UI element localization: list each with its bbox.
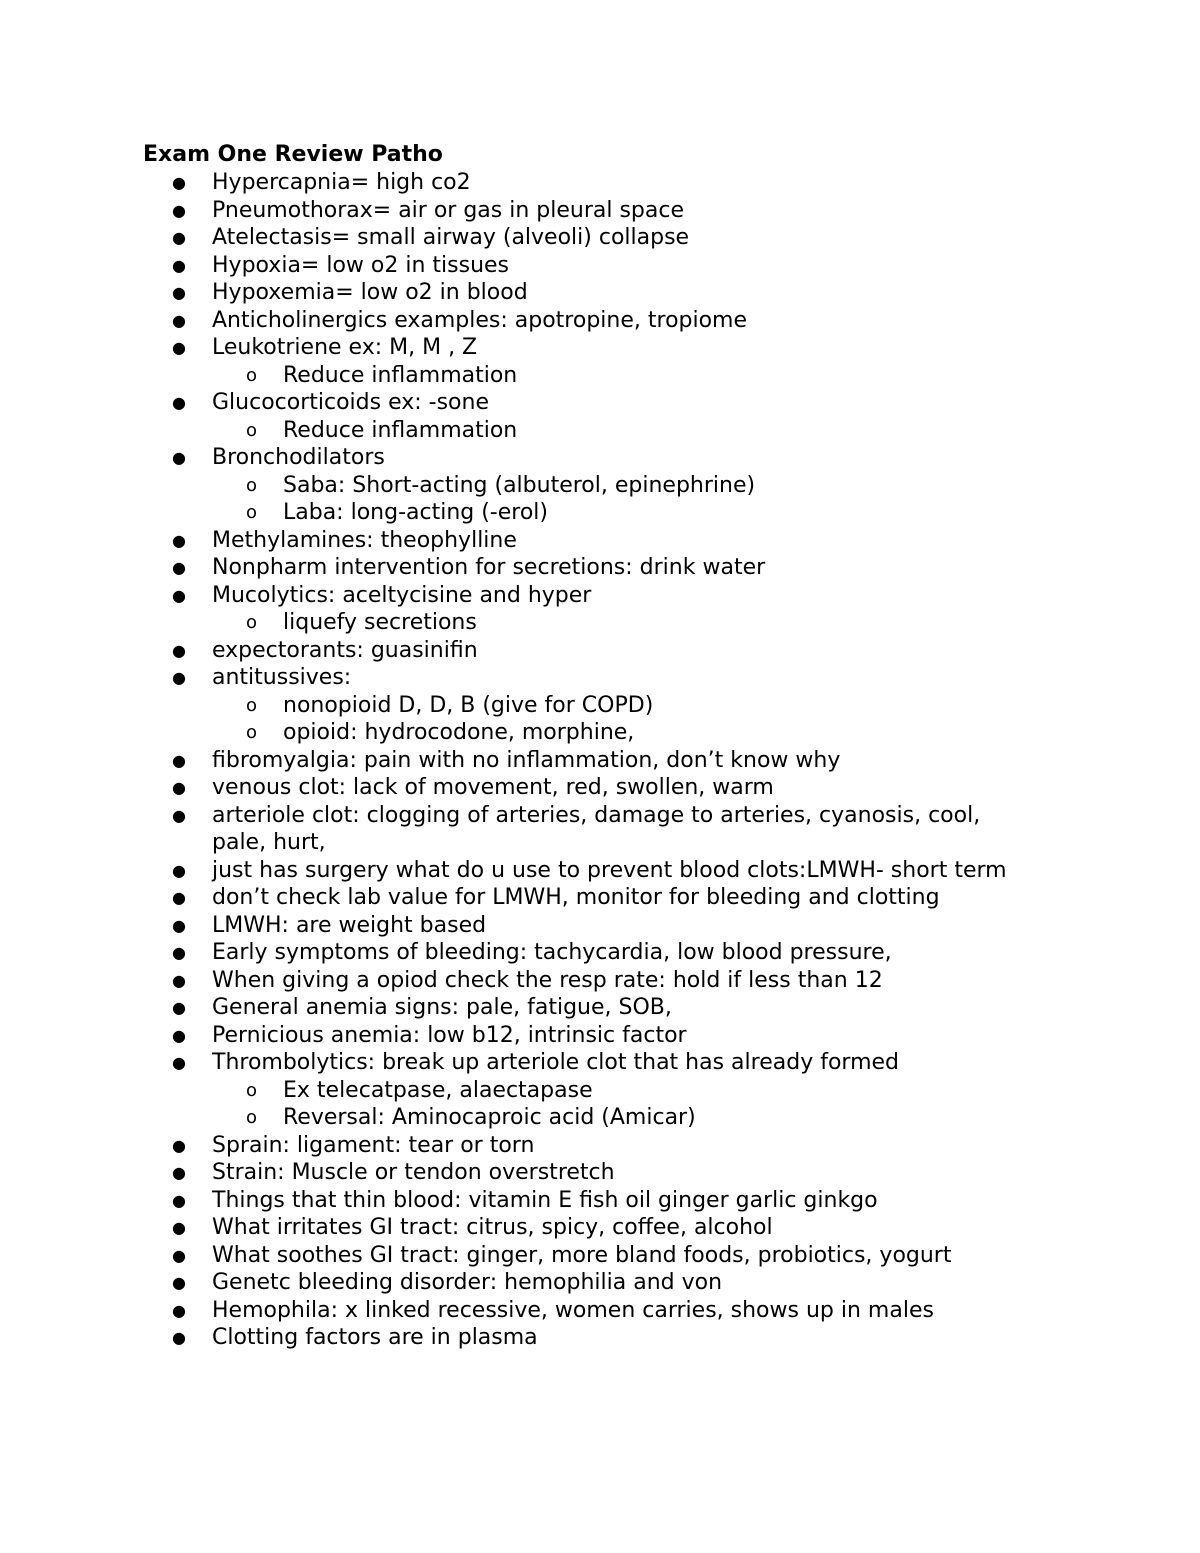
bullet-icon: ● — [172, 998, 186, 1017]
list-item-text: Hemophila: x linked recessive, women carries, shows up in males — [212, 1297, 934, 1323]
list-item — [0, 1132, 1200, 1160]
list-item — [0, 1187, 1200, 1215]
list-item-text: Glucocorticoids ex: -sone — [212, 390, 489, 415]
sub-list-item — [0, 1104, 1200, 1132]
sub-bullet-icon: o — [246, 1079, 258, 1101]
list-item-text: Genetc bleeding disorder: hemophilia and von — [212, 1270, 723, 1295]
bullet-icon: ● — [172, 805, 186, 825]
list-item-text: LMWH: are weight based — [212, 912, 487, 938]
list-item — [0, 802, 1200, 857]
sub-list-item — [0, 1077, 1200, 1105]
list-item-text: When giving a opiod check the resp rate: hold if less than 12 — [212, 967, 883, 993]
list-item-text: General anemia signs: pale, fatigue, SOB, — [212, 995, 672, 1020]
bullet-icon: ● — [172, 585, 186, 605]
bullet-icon: ● — [172, 970, 186, 990]
list-item-text: just has surgery what do u use to prevent blood clots:LMWH- short term — [212, 857, 1007, 883]
sub-list-item — [0, 362, 1200, 390]
list-item — [0, 1297, 1200, 1325]
bullet-icon: ● — [172, 1300, 186, 1320]
sub-list-item — [0, 692, 1200, 720]
list-item-text: venous clot: lack of movement, red, swollen, warm — [212, 775, 774, 800]
list-item-text: Hypoxemia= low o2 in blood — [212, 280, 528, 305]
list-item — [0, 307, 1200, 335]
bullet-icon: ● — [172, 393, 186, 412]
list-item — [0, 884, 1200, 912]
list-item — [0, 939, 1200, 967]
list-item — [0, 1269, 1200, 1297]
sub-bullet-icon: o — [246, 419, 258, 441]
sub-list-item — [0, 499, 1200, 527]
list-item-text: Early symptoms of bleeding: tachycardia, low blood pressure, — [212, 940, 892, 965]
bullet-icon: ● — [172, 668, 186, 687]
bullet-icon: ● — [172, 860, 186, 880]
bullet-icon: ● — [172, 1218, 186, 1237]
list-item-text: Bronchodilators — [212, 445, 385, 470]
list-item — [0, 169, 1200, 197]
list-item — [0, 334, 1200, 362]
list-item-text: nonopioid D, D, B (give for COPD) — [283, 692, 654, 718]
list-item-text: Clotting factors are in plasma — [212, 1325, 538, 1350]
list-item — [0, 224, 1200, 252]
bullet-icon: ● — [172, 310, 186, 330]
notes-list — [0, 169, 1200, 1352]
list-item-text: Hypoxia= low o2 in tissues — [212, 252, 510, 278]
sub-bullet-icon: o — [246, 694, 258, 716]
bullet-icon: ● — [172, 640, 186, 660]
list-item-text: Pernicious anemia: low b12, intrinsic factor — [212, 1022, 687, 1048]
list-item-text: Methylamines: theophylline — [212, 527, 517, 553]
list-item — [0, 857, 1200, 885]
sub-list-item — [0, 609, 1200, 637]
bullet-icon: ● — [172, 200, 186, 220]
list-item-text: Atelectasis= small airway (alveoli) collapse — [212, 225, 690, 250]
list-item — [0, 252, 1200, 280]
list-item-text: expectorants: guasinifin — [212, 637, 478, 663]
bullet-icon: ● — [172, 915, 186, 935]
list-item — [0, 774, 1200, 802]
bullet-icon: ● — [172, 1245, 186, 1265]
list-item-text: Reversal: Aminocaproic acid (Amicar) — [283, 1105, 696, 1130]
list-item-text: don’t check lab value for LMWH, monitor for bleeding and clotting — [212, 885, 940, 910]
list-item — [0, 1159, 1200, 1187]
list-item-text: Thrombolytics: break up arteriole clot that has already formed — [212, 1050, 899, 1075]
list-item-text: Nonpharm intervention for secretions: drink water — [212, 555, 766, 580]
bullet-icon: ● — [172, 1328, 186, 1347]
list-item-text: Hypercapnia= high co2 — [212, 170, 471, 195]
bullet-icon: ● — [172, 1163, 186, 1182]
bullet-icon: ● — [172, 1273, 186, 1292]
sub-bullet-icon: o — [246, 474, 258, 496]
bullet-icon: ● — [172, 1190, 186, 1210]
bullet-icon: ● — [172, 530, 186, 550]
list-item-text: What irritates GI tract: citrus, spicy, coffee, alcohol — [212, 1215, 773, 1240]
list-item-text: Leukotriene ex: M, M , Z — [212, 335, 478, 360]
list-item-text: What soothes GI tract: ginger, more bland foods, probiotics, yogurt — [212, 1242, 952, 1268]
list-item-text: Pneumothorax= air or gas in pleural space — [212, 197, 685, 223]
list-item — [0, 582, 1200, 610]
list-item-text: Sprain: ligament: tear or torn — [212, 1132, 535, 1158]
bullet-icon: ● — [172, 1053, 186, 1072]
list-item-text: Laba: long-acting (-erol) — [283, 500, 548, 525]
list-item — [0, 912, 1200, 940]
sub-list-item — [0, 719, 1200, 747]
list-item-text: opioid: hydrocodone, morphine, — [283, 720, 635, 745]
list-item — [0, 637, 1200, 665]
bullet-icon: ● — [172, 943, 186, 962]
bullet-icon: ● — [172, 1025, 186, 1045]
bullet-icon: ● — [172, 1135, 186, 1155]
list-item — [0, 389, 1200, 417]
list-item-text: Reduce inflammation — [283, 362, 518, 388]
list-item-text: liquefy secretions — [283, 610, 477, 635]
sub-bullet-icon: o — [246, 612, 258, 633]
list-item — [0, 1022, 1200, 1050]
bullet-icon: ● — [172, 888, 186, 907]
list-item — [0, 1049, 1200, 1077]
document-title: Exam One Review Patho — [143, 142, 443, 167]
list-item — [0, 197, 1200, 225]
list-item-text: fibromyalgia: pain with no inflammation, don’t know why — [212, 747, 841, 773]
list-item — [0, 664, 1200, 692]
bullet-icon: ● — [172, 558, 186, 577]
list-item — [0, 994, 1200, 1022]
sub-bullet-icon: o — [246, 1107, 258, 1128]
list-item-text: Anticholinergics examples: apotropine, tropiome — [212, 307, 748, 333]
sub-list-item — [0, 472, 1200, 500]
list-item-text: Saba: Short-acting (albuterol, epinephrine) — [283, 472, 756, 498]
list-item — [0, 554, 1200, 582]
list-item-text: Things that thin blood: vitamin E fish oil ginger garlic ginkgo — [212, 1187, 878, 1213]
bullet-icon: ● — [172, 255, 186, 275]
bullet-icon: ● — [172, 750, 186, 770]
list-item-text: Reduce inflammation — [283, 417, 518, 443]
bullet-icon: ● — [172, 228, 186, 247]
list-item-text: Mucolytics: aceltycisine and hyper — [212, 582, 592, 608]
list-item-text: antitussives: — [212, 665, 352, 690]
list-item — [0, 444, 1200, 472]
list-item — [0, 967, 1200, 995]
list-item-text: Strain: Muscle or tendon overstretch — [212, 1160, 615, 1185]
list-item — [0, 527, 1200, 555]
sub-bullet-icon: o — [246, 364, 258, 386]
list-item — [0, 1324, 1200, 1352]
sub-list-item — [0, 417, 1200, 445]
bullet-icon: ● — [172, 283, 186, 302]
bullet-icon: ● — [172, 338, 186, 357]
list-item — [0, 1242, 1200, 1270]
list-item-text: Ex telecatpase, alaectapase — [283, 1077, 593, 1103]
bullet-icon: ● — [172, 173, 186, 192]
list-item — [0, 1214, 1200, 1242]
sub-bullet-icon: o — [246, 502, 258, 523]
list-item — [0, 279, 1200, 307]
bullet-icon: ● — [172, 778, 186, 797]
bullet-icon: ● — [172, 448, 186, 467]
list-item-text: arteriole clot: clogging of arteries, damage to arteries, cyanosis, cool, pale, hurt, — [212, 802, 981, 855]
sub-bullet-icon: o — [246, 722, 258, 743]
list-item — [0, 747, 1200, 775]
